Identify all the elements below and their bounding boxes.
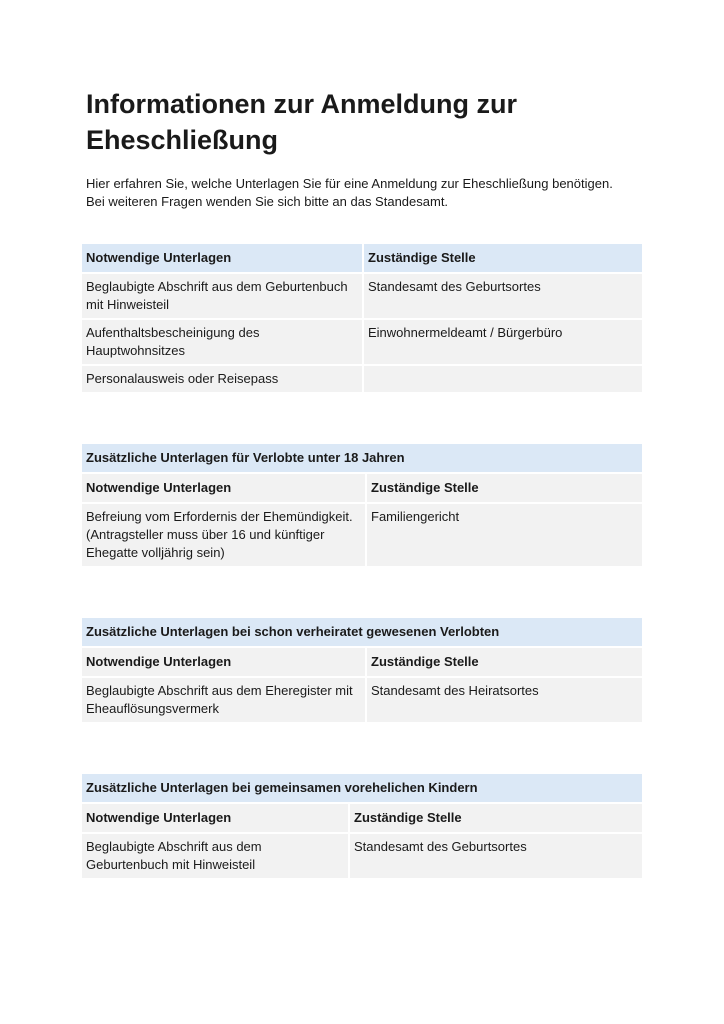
- intro-line-1: Hier erfahren Sie, welche Unterlagen Sie für eine Anmeldung zur Eheschließung benötigen.: [86, 176, 613, 191]
- column-header-documents: Notwendige Unterlagen: [82, 804, 348, 832]
- table-header-row: [82, 648, 642, 676]
- table-heading-row: [82, 618, 642, 646]
- table-header-row: [82, 804, 642, 832]
- column-header-documents: Notwendige Unterlagen: [82, 474, 365, 502]
- office-cell: Standesamt des Heiratsortes: [367, 678, 642, 722]
- page-title: Informationen zur Anmeldung zur Eheschließung: [86, 89, 517, 155]
- table-heading: Zusätzliche Unterlagen für Verlobte unter 18 Jahren: [82, 444, 642, 472]
- table-row: [82, 504, 642, 566]
- intro-text: [86, 175, 642, 211]
- column-header-office: Zuständige Stelle: [364, 244, 642, 272]
- table-row: [82, 366, 642, 392]
- table-row: [82, 834, 642, 878]
- document-cell: Personalausweis oder Reisepass: [82, 366, 362, 392]
- table-row: [82, 678, 642, 722]
- previously-married-documents-table: [80, 616, 644, 724]
- office-cell: [364, 366, 642, 392]
- table-heading: Zusätzliche Unterlagen bei gemeinsamen vorehelichen Kindern: [82, 774, 642, 802]
- table-heading: Zusätzliche Unterlagen bei schon verheiratet gewesenen Verlobten: [82, 618, 642, 646]
- column-header-documents: Notwendige Unterlagen: [82, 244, 362, 272]
- required-documents-table: [80, 242, 644, 394]
- document-cell: Beglaubigte Abschrift aus dem Geburtenbuch mit Hinweisteil: [82, 834, 348, 878]
- office-cell: Standesamt des Geburtsortes: [350, 834, 642, 878]
- table-header-row: [82, 474, 642, 502]
- table-header-row: [82, 244, 642, 272]
- children-documents-table: [80, 772, 644, 880]
- table-row: [82, 274, 642, 318]
- column-header-office: Zuständige Stelle: [367, 474, 642, 502]
- intro-line-2: Bei weiteren Fragen wenden Sie sich bitte an das Standesamt.: [86, 194, 449, 209]
- table-row: [82, 320, 642, 364]
- office-cell: Standesamt des Geburtsortes: [364, 274, 642, 318]
- table-heading-row: [82, 444, 642, 472]
- office-cell: Familiengericht: [367, 504, 642, 566]
- document-cell: Befreiung vom Erfordernis der Ehemündigkeit. (Antragsteller muss über 16 und künftiger Ehegatte volljährig sein): [82, 504, 365, 566]
- document-cell: Beglaubigte Abschrift aus dem Geburtenbuch mit Hinweisteil: [82, 274, 362, 318]
- table-heading-row: [82, 774, 642, 802]
- document-cell: Beglaubigte Abschrift aus dem Eheregister mit Eheauflösungsvermerk: [82, 678, 365, 722]
- column-header-documents: Notwendige Unterlagen: [82, 648, 365, 676]
- document-page: [86, 86, 642, 880]
- minors-documents-table: [80, 442, 644, 568]
- column-header-office: Zuständige Stelle: [367, 648, 642, 676]
- office-cell: Einwohnermeldeamt / Bürgerbüro: [364, 320, 642, 364]
- document-cell: Aufenthaltsbescheinigung des Hauptwohnsitzes: [82, 320, 362, 364]
- column-header-office: Zuständige Stelle: [350, 804, 642, 832]
